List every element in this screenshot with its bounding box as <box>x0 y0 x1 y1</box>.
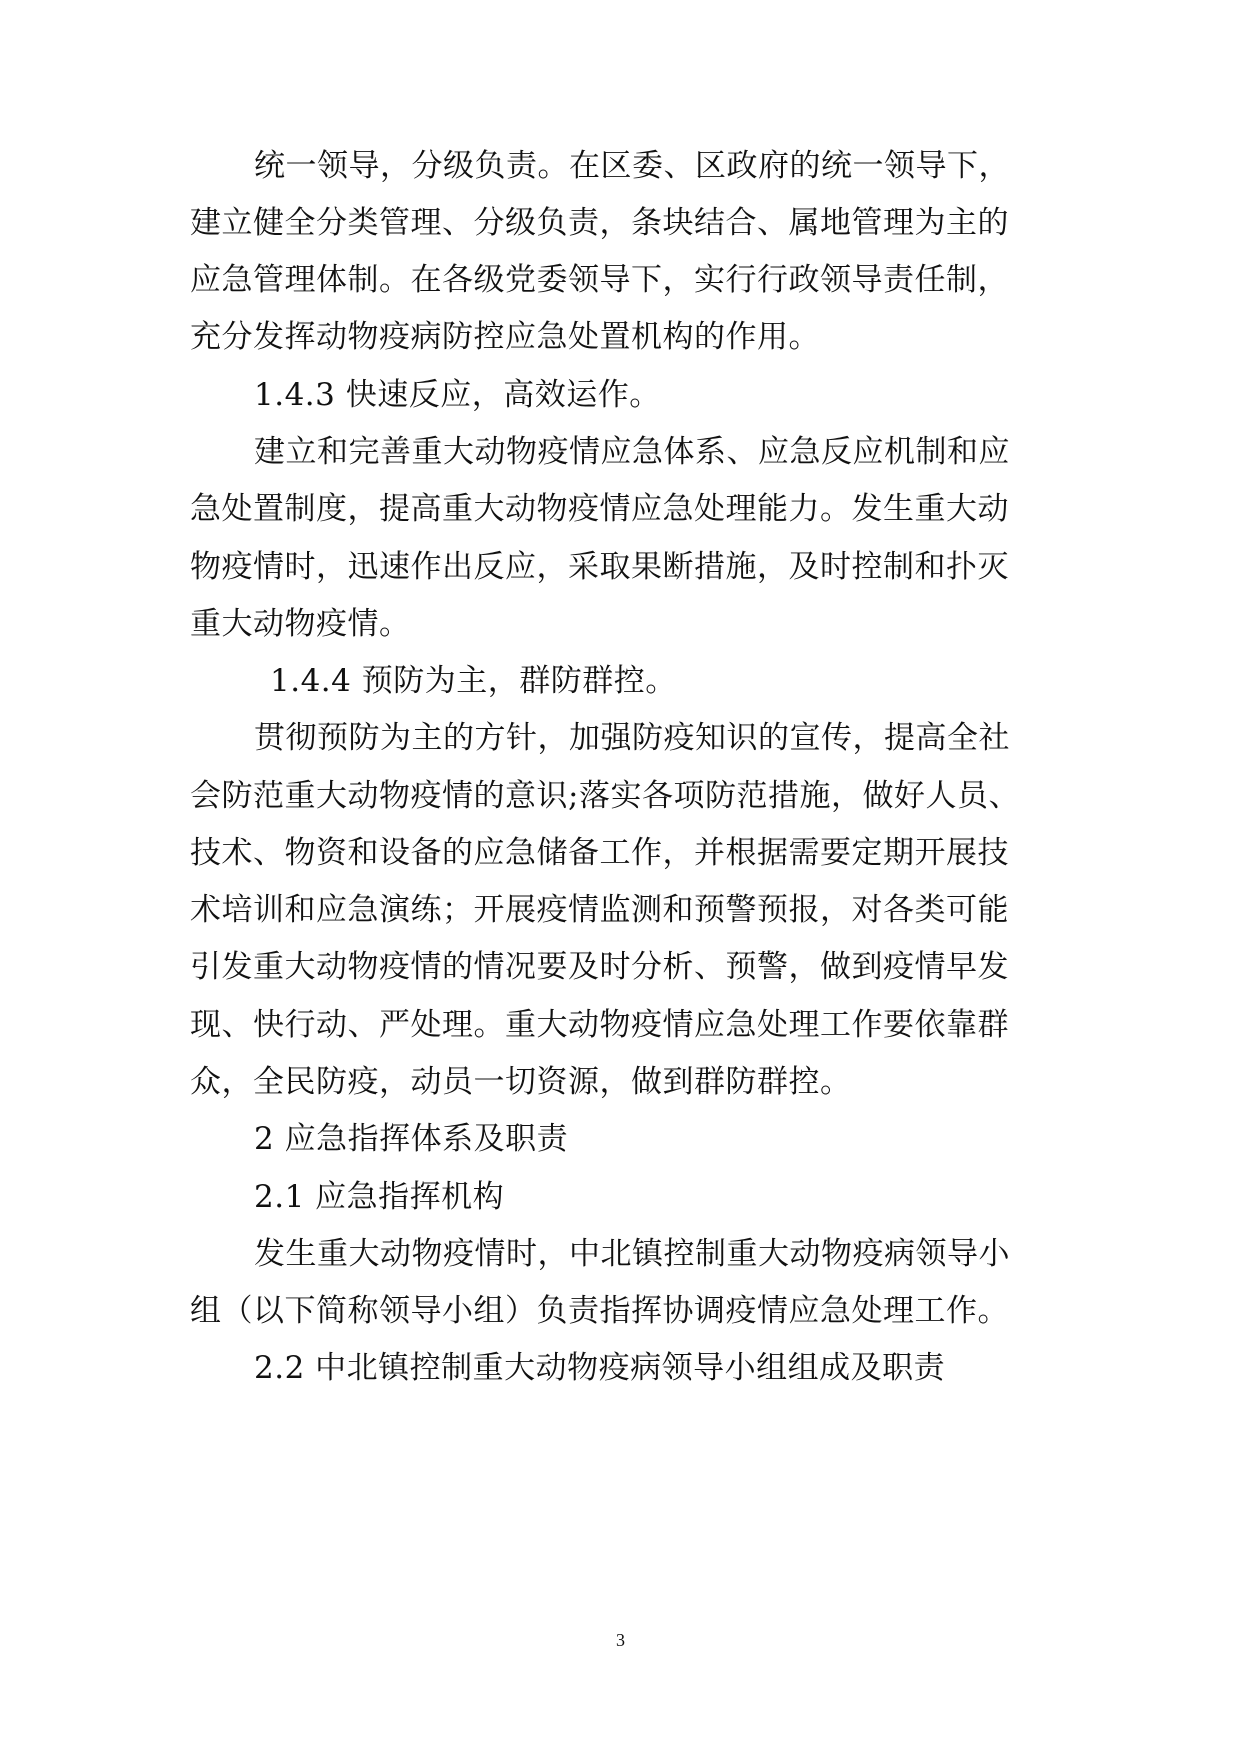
paragraph-line: 应急管理体制。在各级党委领导下，实行行政领导责任制， <box>190 262 1009 298</box>
page-number: 3 <box>616 1630 625 1650</box>
section-heading: 1.4.4 预防为主，群防群控。 <box>270 663 677 699</box>
paragraph-line: 术培训和应急演练；开展疫情监测和预警预报，对各类可能 <box>190 892 1009 928</box>
paragraph-line: 统一领导，分级负责。在区委、区政府的统一领导下， <box>254 148 1010 184</box>
paragraph-line: 建立和完善重大动物疫情应急体系、应急反应机制和应 <box>254 434 1010 470</box>
paragraph-line: 建立健全分类管理、分级负责，条块结合、属地管理为主的 <box>190 205 1009 241</box>
paragraph-line: 充分发挥动物疫病防控应急处置机构的作用。 <box>190 319 820 355</box>
section-heading: 2.1 应急指挥机构 <box>254 1179 505 1215</box>
paragraph-line: 技术、物资和设备的应急储备工作，并根据需要定期开展技 <box>190 835 1009 871</box>
section-heading: 2.2 中北镇控制重大动物疫病领导小组组成及职责 <box>254 1350 946 1386</box>
paragraph-line: 组（以下简称领导小组）负责指挥协调疫情应急处理工作。 <box>190 1293 1009 1329</box>
paragraph-line: 发生重大动物疫情时，中北镇控制重大动物疫病领导小 <box>254 1236 1010 1272</box>
paragraph-line: 众，全民防疫，动员一切资源，做到群防群控。 <box>190 1064 852 1100</box>
paragraph-line: 会防范重大动物疫情的意识;落实各项防范措施，做好人员、 <box>190 778 1020 814</box>
paragraph-line: 现、快行动、严处理。重大动物疫情应急处理工作要依靠群 <box>190 1007 1009 1043</box>
section-heading: 2 应急指挥体系及职责 <box>254 1121 569 1157</box>
paragraph-line: 重大动物疫情。 <box>190 606 411 642</box>
section-heading: 1.4.3 快速反应，高效运作。 <box>254 377 661 413</box>
paragraph-line: 物疫情时，迅速作出反应，采取果断措施，及时控制和扑灭 <box>190 549 1009 585</box>
paragraph-line: 急处置制度，提高重大动物疫情应急处理能力。发生重大动 <box>190 491 1009 527</box>
paragraph-line: 贯彻预防为主的方针，加强防疫知识的宣传，提高全社 <box>254 720 1010 756</box>
paragraph-line: 引发重大动物疫情的情况要及时分析、预警，做到疫情早发 <box>190 949 1009 985</box>
